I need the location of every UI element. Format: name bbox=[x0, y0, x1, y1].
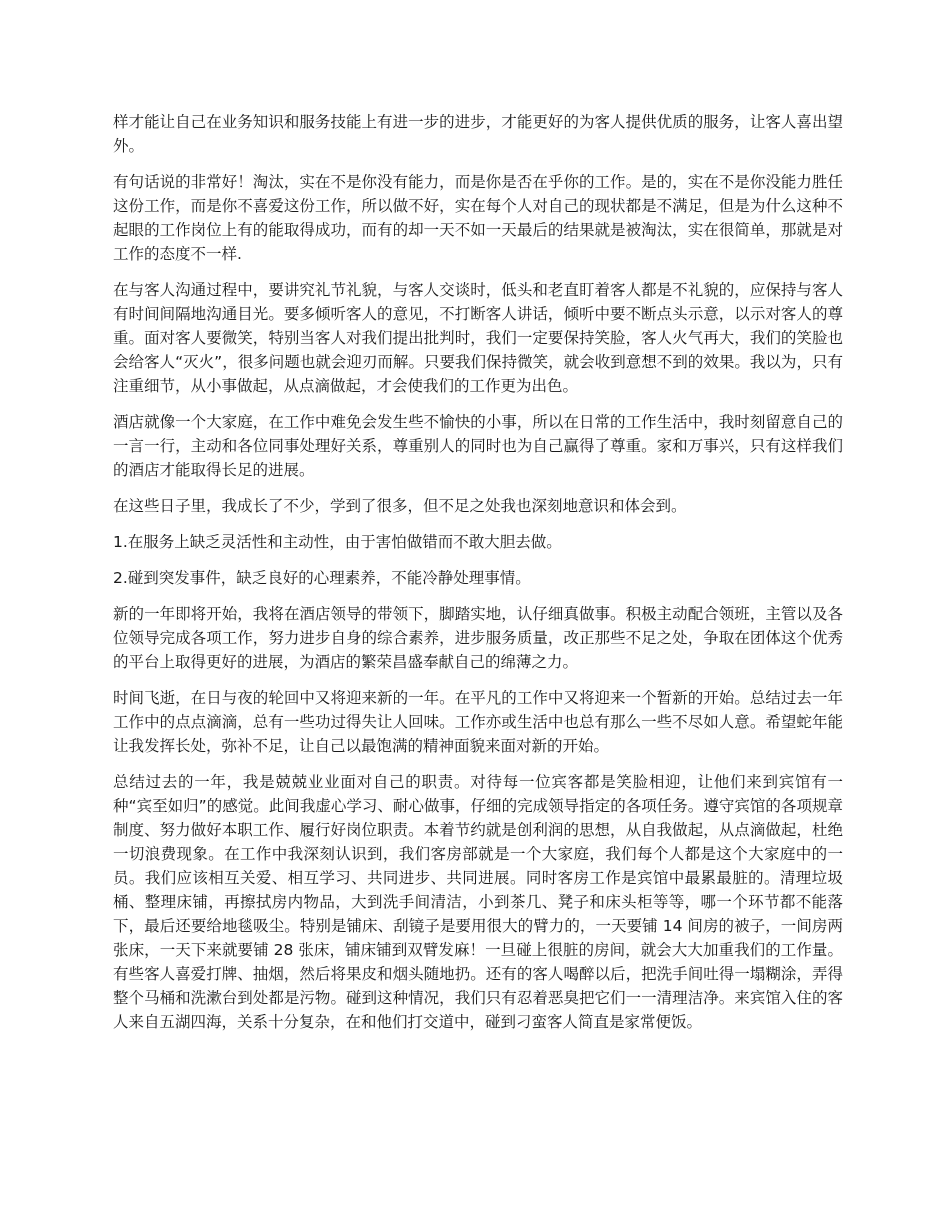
paragraph: 样才能让自己在业务知识和服务技能上有进一步的进步，才能更好的为客人提供优质的服务，让客人喜出望外。 bbox=[113, 113, 843, 155]
paragraph: 在这些日子里，我成长了不少，学到了很多，但不足之处我也深刻地意识和体会到。 bbox=[113, 497, 687, 515]
paragraph: 新的一年即将开始，我将在酒店领导的带领下，脚踏实地，认仔细真做事。积极主动配合领班，主管以及各位领导完成各项工作，努力进步自身的综合素养，进步服务质量，改正那些不足之处，争取在团体这个优秀的平台上取得更好的进展，为酒店的繁荣昌盛奉献自己的绵薄之力。 bbox=[113, 605, 843, 671]
list-item: 1.在服务上缺乏灵活性和主动性，由于害怕做错而不敢大胆去做。 bbox=[113, 533, 562, 551]
paragraph: 酒店就像一个大家庭，在工作中难免会发生些不愉快的小事，所以在日常的工作生活中，我时刻留意自己的一言一行，主动和各位同事处理好关系，尊重别人的同时也为自己赢得了尊重。家和万事兴，只有这样我们的酒店才能取得长足的进展。 bbox=[113, 413, 843, 479]
list-item: 2.碰到突发事件，缺乏良好的心理素养，不能冷静处理事情。 bbox=[113, 569, 531, 587]
document-body bbox=[113, 110, 843, 1046]
paragraph: 有句话说的非常好！淘汰，实在不是你没有能力，而是你是否在乎你的工作。是的，实在不是你没能力胜任这份工作，而是你不喜爱这份工作，所以做不好，实在每个人对自己的现状都是不满足，但是为什么这种不起眼的工作岗位上有的能取得成功，而有的却一天不如一天最后的结果就是被淘汰，实在很简单，那就是对工作的态度不一样. bbox=[113, 173, 843, 263]
paragraph: 总结过去的一年，我是兢兢业业面对自己的职责。对待每一位宾客都是笑脸相迎，让他们来到宾馆有一种“宾至如归”的感觉。此间我虚心学习、耐心做事，仔细的完成领导指定的各项任务。遵守宾馆的各项规章制度、努力做好本职工作、履行好岗位职责。本着节约就是创利润的思想，从自我做起，从点滴做起，杜绝一切浪费现象。在工作中我深刻认识到，我们客房部就是一个大家庭，我们每个人都是这个大家庭中的一员。我们应该相互关爱、相互学习、共同进步、共同进展。同时客房工作是宾馆中最累最脏的。清理垃圾桶、整理床铺，再擦拭房内物品，大到洗手间清洁，小到茶几、凳子和床头柜等等，哪一个环节都不能落下，最后还要给地毯吸尘。特别是铺床、刮镜子是要用很大的臂力的，一天要铺 14 间房的被子，一间房两张床，一天下来就要铺 28 张床，铺床铺到双臂发麻！一旦碰上很脏的房间，就会大大加重我们的工作量。有些客人喜爱打牌、抽烟，然后将果皮和烟头随地扔。还有的客人喝醉以后，把洗手间吐得一塌糊涂，弄得整个马桶和洗漱台到处都是污物。碰到这种情况，我们只有忍着恶臭把它们一一清理洁净。来宾馆入住的客人来自五湖四海，关系十分复杂，在和他们打交道中，碰到刁蛮客人简直是家常便饭。 bbox=[113, 773, 843, 1031]
paragraph: 在与客人沟通过程中，要讲究礼节礼貌，与客人交谈时，低头和老直盯着客人都是不礼貌的，应保持与客人有时间间隔地沟通目光。要多倾听客人的意见，不打断客人讲话，倾听中要不断点头示意，以示对客人的尊重。面对客人要微笑，特别当客人对我们提出批判时，我们一定要保持笑脸，客人火气再大，我们的笑脸也会给客人“灭火”，很多问题也就会迎刃而解。只要我们保持微笑，就会收到意想不到的效果。我以为，只有注重细节，从小事做起，从点滴做起，才会使我们的工作更为出色。 bbox=[113, 281, 843, 395]
paragraph: 时间飞逝，在日与夜的轮回中又将迎来新的一年。在平凡的工作中又将迎来一个暂新的开始。总结过去一年工作中的点点滴滴，总有一些功过得失让人回味。工作亦或生活中也总有那么一些不尽如人意。希望蛇年能让我发挥长处，弥补不足，让自己以最饱满的精神面貌来面对新的开始。 bbox=[113, 689, 843, 755]
